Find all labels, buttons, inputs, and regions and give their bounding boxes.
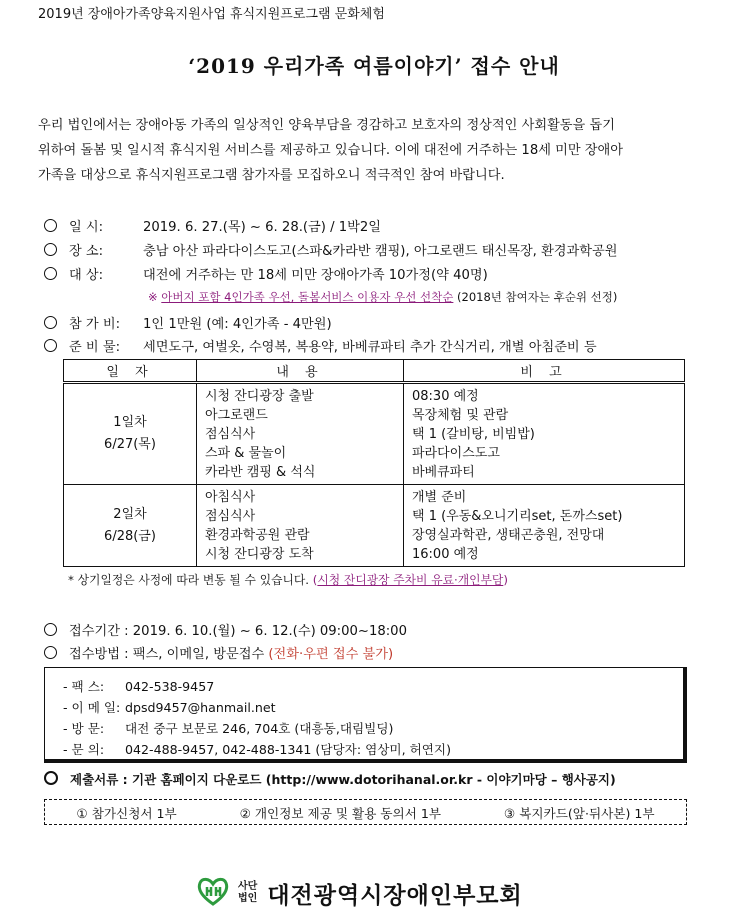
schedule-footnote: * 상기일정은 사정에 따라 변동 될 수 있습니다. (시청 잔디광장 주차비 유료·개인부담) bbox=[68, 573, 508, 587]
content-cell: 아침식사 점심식사 환경과학공원 관람 시청 잔디광장 도착 bbox=[197, 485, 404, 567]
page-title: ‘2019 우리가족 여름이야기’ 접수 안내 bbox=[188, 54, 560, 78]
info-target: 대 상: 대전에 거주하는 만 18세 미만 장애아가족 10가정(약 40명) bbox=[44, 264, 488, 283]
intro-line: 우리 법인에서는 장애아동 가족의 일상적인 양육부담을 경감하고 보호자의 정상적인 사회활동을 돕기 bbox=[38, 118, 615, 133]
info-supplies: 준 비 물: 세면도구, 여벌옷, 수영복, 복용약, 바베큐파티 추가 간식거리, 개별 아침준비 등 bbox=[44, 336, 597, 355]
circle-bullet-icon bbox=[44, 339, 57, 352]
header-content: 내 용 bbox=[197, 360, 404, 383]
schedule-table bbox=[63, 359, 685, 567]
contact-visit: - 방 문: 대전 중구 보문로 246, 704호 (대흥동,대림빌딩) bbox=[63, 721, 394, 736]
form-item: ① 참가신청서 1부 bbox=[76, 805, 177, 821]
priority-note: ※ 아버지 포함 4인가족 우선, 돌봄서비스 이용자 우선 선착순 (2018년 참여자는 후순위 선정) bbox=[148, 290, 618, 304]
documents-line: 제출서류 : 기관 홈페이지 다운로드 (http://www.dotorihanal.or.kr - 이야기마당 – 행사공지) bbox=[44, 770, 616, 788]
circle-bullet-icon bbox=[44, 243, 57, 256]
info-fee: 참 가 비: 1인 1만원 (예: 4인가족 - 4만원) bbox=[44, 313, 332, 332]
required-forms-box bbox=[44, 799, 687, 825]
circle-bullet-icon bbox=[44, 219, 57, 232]
intro-paragraph bbox=[38, 113, 714, 188]
intro-line: 위하여 돌봄 및 일시적 휴식지원 서비스를 제공하고 있습니다. 이에 대전에 거주하는 18세 미만 장애아 bbox=[38, 143, 624, 158]
content-cell: 시청 잔디광장 출발 아그로랜드 점심식사 스파 & 물놀이 카라반 캠핑 & 석식 bbox=[197, 383, 404, 485]
organization-name: 대전광역시장애인부모회 bbox=[267, 882, 523, 909]
form-item: ③ 복지카드(앞·뒤사본) 1부 bbox=[503, 805, 655, 821]
form-item: ② 개인정보 제공 및 활용 동의서 1부 bbox=[239, 805, 442, 821]
circle-bullet-icon bbox=[44, 623, 57, 636]
table-row bbox=[64, 485, 685, 567]
note-cell: 08:30 예정 목장체험 및 관람 택 1 (갈비탕, 비빔밥) 파라다이스도고 바베큐파티 bbox=[404, 383, 685, 485]
circle-bullet-icon bbox=[44, 316, 57, 329]
application-period: 접수기간 : 2019. 6. 10.(월) ~ 6. 12.(수) 09:00~18:00 bbox=[44, 620, 407, 639]
program-header: 2019년 장애아가족양육지원사업 휴식지원프로그램 문화체험 bbox=[38, 7, 385, 22]
org-type-tag: 사단 법인 bbox=[238, 881, 258, 904]
info-place: 장 소: 충남 아산 파라다이스도고(스파&카라반 캠핑), 아그로랜드 태신목장, 환경과학공원 bbox=[44, 240, 618, 259]
day-cell: 2일차 6/28(금) bbox=[64, 485, 197, 567]
note-cell: 개별 준비 택 1 (우동&오니기리set, 돈까스set) 장영실과학관, 생태곤충원, 전망대 16:00 예정 bbox=[404, 485, 685, 567]
circle-bullet-icon bbox=[44, 267, 57, 280]
contact-box bbox=[44, 667, 687, 763]
application-method: 접수방법 : 팩스, 이메일, 방문접수 (전화·우편 접수 불가) bbox=[44, 643, 393, 662]
circle-bullet-icon bbox=[44, 771, 58, 785]
circle-bullet-icon bbox=[44, 646, 57, 659]
contact-inquiry: - 문 의: 042-488-9457, 042-488-1341 (담당자: 염상미, 허연지) bbox=[63, 742, 452, 757]
info-date: 일 시: 2019. 6. 27.(목) ~ 6. 28.(금) / 1박2일 bbox=[44, 216, 381, 235]
header-note: 비 고 bbox=[404, 360, 685, 383]
intro-line: 가족을 대상으로 휴식지원프로그램 참가자를 모집하오니 적극적인 참여 바랍니다. bbox=[38, 168, 505, 183]
day-cell: 1일차 6/27(목) bbox=[64, 383, 197, 485]
heart-hands-logo-icon bbox=[196, 874, 230, 912]
contact-email: - 이 메 일: dpsd9457@hanmail.net bbox=[63, 700, 276, 715]
header-date: 일 자 bbox=[64, 360, 197, 383]
organization-logo bbox=[196, 873, 523, 913]
table-row bbox=[64, 383, 685, 485]
contact-fax: - 팩 스: 042-538-9457 bbox=[63, 679, 215, 694]
